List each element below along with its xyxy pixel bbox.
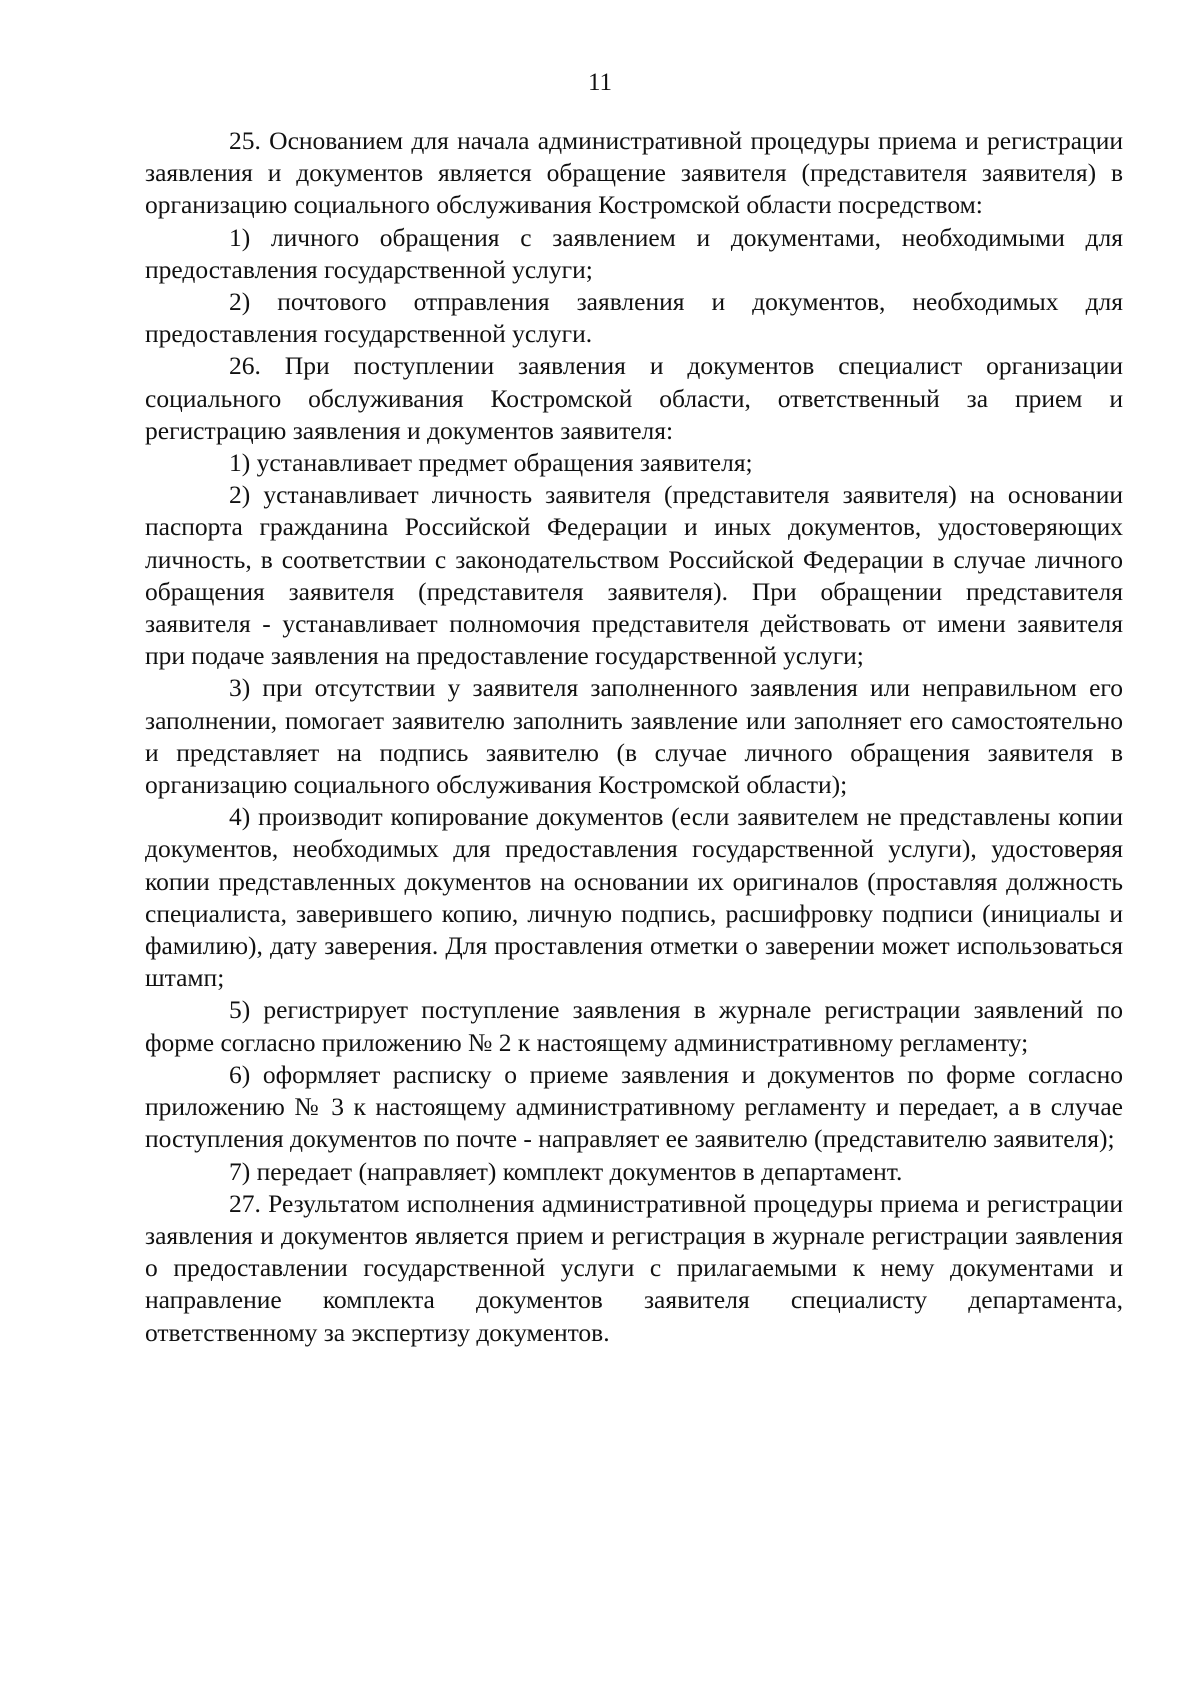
page-number: 11 bbox=[587, 69, 613, 96]
paragraph-25-item-2: 2) почтового отправления заявления и документов, необходимых для предоставления государственной услуги. bbox=[145, 287, 1123, 349]
paragraph-26-item-2: 2) устанавливает личность заявителя (представителя заявителя) на основании паспорта гражданина Российской Федерации и иных документов, удостоверяющих личность, в соответствии с законодательством Российской Федерации в случае личного обращения заявителя (представителя заявителя). При обращении представителя заявителя - устанавливает полномочия представителя действовать от имени заявителя при подаче заявления на предоставление государственной услуги; bbox=[145, 480, 1123, 671]
paragraph-26: 26. При поступлении заявления и документов специалист организации социального обслуживания Костромской области, ответственный за прием и регистрацию заявления и документов заявителя: bbox=[145, 351, 1123, 445]
paragraph-26-item-7: 7) передает (направляет) комплект документов в департамент. bbox=[229, 1156, 903, 1186]
paragraph-25-item-1: 1) личного обращения с заявлением и документами, необходимыми для предоставления государственной услуги; bbox=[145, 222, 1123, 284]
paragraph-27: 27. Результатом исполнения административной процедуры приема и регистрации заявления и документов является прием и регистрация в журнале регистрации заявления о предоставлении государственной услуги с прилагаемыми к нему документами и направление комплекта документов заявителя специалисту департамента, ответственному за экспертизу документов. bbox=[145, 1188, 1123, 1347]
paragraph-25: 25. Основанием для начала административной процедуры приема и регистрации заявления и документов является обращение заявителя (представителя заявителя) в организацию социального обслуживания Костромской области посредством: bbox=[145, 126, 1123, 220]
paragraph-26-item-5: 5) регистрирует поступление заявления в журнале регистрации заявлений по форме согласно приложению № 2 к настоящему административному регламенту; bbox=[145, 995, 1123, 1057]
paragraph-26-item-1: 1) устанавливает предмет обращения заявителя; bbox=[229, 448, 753, 478]
paragraph-26-item-3: 3) при отсутствии у заявителя заполненного заявления или неправильном его заполнении, помогает заявителю заполнить заявление или заполняет его самостоятельно и представляет на подпись заявителю (в случае личного обращения заявителя в организацию социального обслуживания Костромской области); bbox=[145, 673, 1123, 800]
paragraph-26-item-6: 6) оформляет расписку о приеме заявления и документов по форме согласно приложению № 3 к настоящему административному регламенту и передает, а в случае поступления документов по почте - направляет ее заявителю (представителю заявителя); bbox=[145, 1059, 1123, 1154]
paragraph-26-item-4: 4) производит копирование документов (если заявителем не представлены копии документов, необходимых для предоставления государственной услуги), удостоверяя копии представленных документов на основании их оригиналов (проставляя должность специалиста, заверившего копию, личную подпись, расшифровку подписи (инициалы и фамилию), дату заверения. Для проставления отметки о заверении может использоваться штамп; bbox=[145, 802, 1123, 993]
document-body bbox=[145, 125, 1123, 1349]
